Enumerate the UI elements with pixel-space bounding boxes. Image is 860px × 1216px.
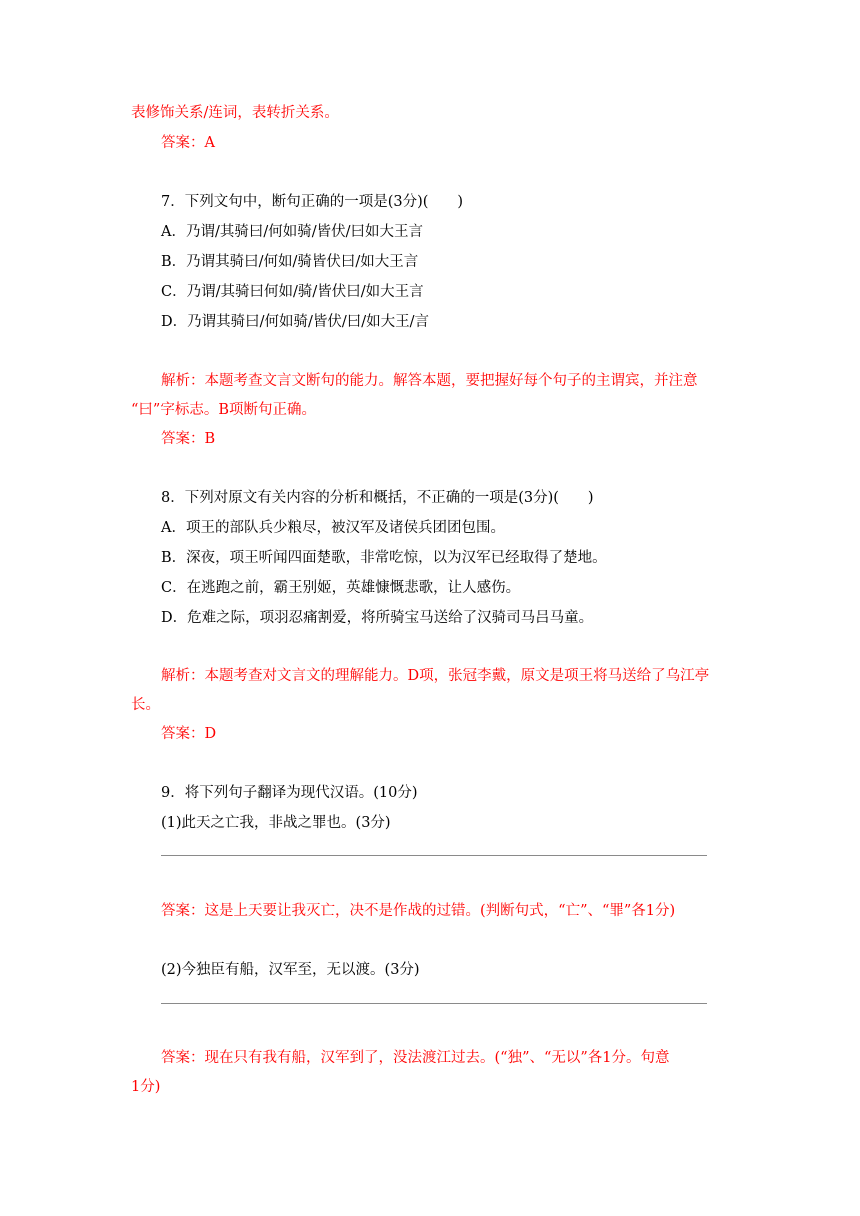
q8-option-b: B．深夜，项王听闻四面楚歌，非常吃惊，以为汉军已经取得了楚地。 [161,550,607,566]
answer-6: 答案：A [161,135,215,151]
q9-sub-2: (2)今独臣有船，汉军至，无以渡。(3分) [161,962,420,978]
q7-option-b: B．乃谓其骑曰/何如/骑皆伏曰/如大王言 [161,254,419,270]
q9-answer-1: 答案：这是上天要让我灭亡，决不是作战的过错。(判断句式，“亡”、“罪”各1分) [161,903,676,919]
q8-analysis-line2: 长。 [131,697,160,713]
answer-7: 答案：B [161,431,216,447]
q9-answer-2-line2: 1分) [131,1079,161,1095]
answer-8: 答案：D [161,726,217,742]
q8-analysis-line1: 解析：本题考查对文言文的理解能力。D项，张冠李戴，原文是项王将马送给了乌江亭 [161,668,710,684]
answer-blank-line-2 [161,1003,707,1004]
q7-option-c: C．乃谓/其骑曰何如/骑/皆伏曰/如大王言 [161,284,424,300]
analysis-continuation: 表修饰关系/连词，表转折关系。 [131,105,339,121]
q8-option-a: A．项王的部队兵少粮尽，被汉军及诸侯兵团团包围。 [161,520,505,536]
q9-answer-2-line1: 答案：现在只有我有船，汉军到了，没法渡江过去。(“独”、“无以”各1分。句意 [161,1050,670,1066]
q9-sub-1: (1)此天之亡我，非战之罪也。(3分) [161,815,391,831]
answer-blank-line-1 [161,855,707,856]
q8-option-c: C．在逃跑之前，霸王别姬，英雄慷慨悲歌，让人感伤。 [161,580,521,596]
q7-option-d: D．乃谓其骑曰/何如骑/皆伏/曰/如大王/言 [161,314,430,330]
q7-option-a: A．乃谓/其骑曰/何如骑/皆伏/曰如大王言 [161,224,424,240]
q8-option-d: D．危难之际，项羽忍痛割爱，将所骑宝马送给了汉骑司马吕马童。 [161,610,594,626]
q7-analysis-line2: “曰”字标志。B项断句正确。 [131,402,316,418]
question-8: 8．下列对原文有关内容的分析和概括，不正确的一项是(3分)( ) [161,490,594,506]
question-9: 9．将下列句子翻译为现代汉语。(10分) [161,785,418,801]
q7-analysis-line1: 解析：本题考查文言文断句的能力。解答本题，要把握好每个句子的主谓宾，并注意 [161,373,698,389]
question-7: 7．下列文句中，断句正确的一项是(3分)( ) [161,194,464,210]
